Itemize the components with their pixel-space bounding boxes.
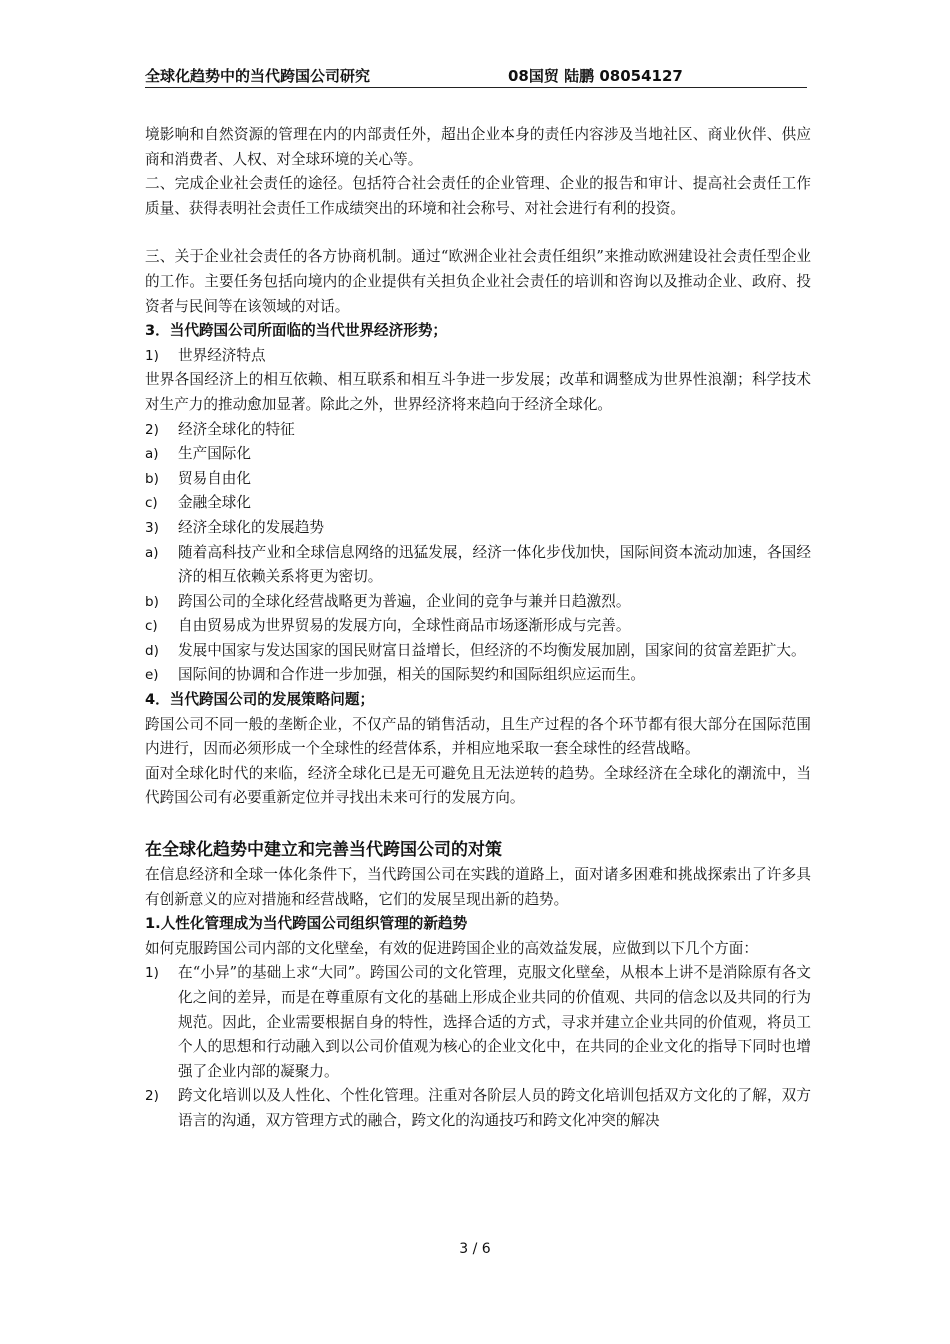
paragraph-world-economy: 世界各国经济上的相互依赖、相互联系和相互斗争进一步发展；改革和调整成为世界性浪潮；科学技术对生产力的推动愈加显著。除此之外，世界经济将来趋向于经济全球化。 bbox=[145, 371, 811, 413]
list-marker: b) bbox=[145, 593, 159, 610]
list-marker: 1) bbox=[145, 965, 159, 982]
list-marker: 2) bbox=[145, 421, 159, 438]
list-text: 生产国际化 bbox=[178, 445, 251, 463]
list-marker: a) bbox=[145, 446, 159, 463]
list-text: 金融全球化 bbox=[178, 494, 251, 512]
page-number: 3 / 6 bbox=[459, 1241, 491, 1257]
list-text: 跨国公司的全球化经营战略更为普遍，企业间的竞争与兼并日趋激烈。 bbox=[178, 592, 631, 610]
main-heading: 在全球化趋势中建立和完善当代跨国公司的对策 bbox=[145, 840, 502, 861]
section3-heading: 3．当代跨国公司所面临的当代世界经济形势； bbox=[145, 322, 448, 340]
list-item bbox=[145, 418, 811, 443]
subsection1-heading: 1.人性化管理成为当代跨国公司组织管理的新趋势 bbox=[145, 915, 468, 933]
list-marker: c) bbox=[145, 495, 158, 512]
list-marker: c) bbox=[145, 618, 158, 635]
list-marker: a) bbox=[145, 544, 159, 561]
list-item bbox=[145, 1084, 811, 1133]
list-marker: 1) bbox=[145, 347, 159, 364]
list-item bbox=[145, 516, 811, 541]
list-item bbox=[145, 639, 811, 664]
list-item bbox=[145, 541, 811, 590]
list-text: 经济全球化的发展趋势 bbox=[178, 518, 324, 536]
list-item bbox=[145, 491, 811, 516]
list-text: 经济全球化的特征 bbox=[178, 420, 295, 438]
list-marker: d) bbox=[145, 642, 159, 659]
list-item bbox=[145, 442, 811, 467]
paragraph-three: 三、关于企业社会责任的各方协商机制。通过“欧洲企业社会责任组织”来推动欧洲建设社会责任型企业的工作。主要任务包括向境内的企业提供有关担负企业社会责任的培训和咨询以及推动企业、政府、投资者与民间等在该领域的对话。 bbox=[145, 248, 811, 315]
paragraph-two: 二、完成企业社会责任的途径。包括符合社会责任的企业管理、企业的报告和审计、提高社会责任工作质量、获得表明社会责任工作成绩突出的环境和社会称号、对社会进行有利的投资。 bbox=[145, 175, 811, 217]
list-text: 自由贸易成为世界贸易的发展方向，全球性商品市场逐渐形成与完善。 bbox=[178, 617, 631, 635]
list-text: 随着高科技产业和全球信息网络的迅猛发展，经济一体化步伐加快，国际间资本流动加速，各国经济的相互依赖关系将更为密切。 bbox=[178, 543, 811, 586]
paragraph-globalization: 面对全球化时代的来临，经济全球化已是无可避免且无法逆转的趋势。全球经济在全球化的潮流中，当代跨国公司有必要重新定位并寻找出未来可行的发展方向。 bbox=[145, 764, 811, 807]
page-header bbox=[145, 65, 807, 88]
list-item bbox=[145, 961, 811, 1084]
list-marker: 3) bbox=[145, 519, 159, 536]
list-item bbox=[145, 614, 811, 639]
list-text: 国际间的协调和合作进一步加强，相关的国际契约和国际组织应运而生。 bbox=[178, 666, 646, 684]
list-item bbox=[145, 344, 811, 369]
list-item bbox=[145, 663, 811, 688]
header-author: 08国贸 陆鹏 08054127 bbox=[508, 67, 683, 85]
paragraph-intro: 境影响和自然资源的管理在内的内部责任外，超出企业本身的责任内容涉及当地社区、商业伙伴、供应商和消费者、人权、对全球环境的关心等。 bbox=[145, 126, 811, 168]
document-body bbox=[145, 123, 811, 1134]
list-text: 在“小异”的基础上求“大同”。跨国公司的文化管理，克服文化壁垒，从根本上讲不是消除原有各文化之间的差异，而是在尊重原有文化的基础上形成企业共同的价值观、共同的信念以及共同的行为规范。因此，企业需要根据自身的特性，选择合适的方式，寻求并建立企业共同的价值观，将员工个人的思想和行动融入到以公司价值观为核心的企业文化中，在共同的企业文化的指导下同时也增强了企业内部的凝聚力。 bbox=[178, 964, 811, 1080]
list-text: 跨文化培训以及人性化、个性化管理。注重对各阶层人员的跨文化培训包括双方文化的了解，双方语言的沟通，双方管理方式的融合，跨文化的沟通技巧和跨文化冲突的解决 bbox=[178, 1087, 811, 1129]
list-item bbox=[145, 590, 811, 615]
section4-heading: 4．当代跨国公司的发展策略问题； bbox=[145, 691, 375, 709]
paragraph-strategy: 跨国公司不同一般的垄断企业，不仅产品的销售活动，且生产过程的各个环节都有很大部分在国际范围内进行，因而必须形成一个全球性的经营体系，并相应地采取一套全球性的经营战略。 bbox=[145, 715, 811, 758]
list-marker: b) bbox=[145, 470, 159, 487]
list-text: 世界经济特点 bbox=[178, 346, 266, 364]
paragraph-main-intro: 在信息经济和全球一体化条件下，当代跨国公司在实践的道路上，面对诸多困难和挑战探索出了许多具有创新意义的应对措施和经营战略，它们的发展呈现出新的趋势。 bbox=[145, 866, 811, 908]
header-title: 全球化趋势中的当代跨国公司研究 bbox=[145, 67, 371, 85]
list-marker: 2) bbox=[145, 1088, 159, 1105]
blank-line bbox=[145, 221, 811, 245]
list-item bbox=[145, 467, 811, 492]
list-text: 贸易自由化 bbox=[178, 469, 251, 487]
blank-line bbox=[145, 811, 811, 837]
paragraph-sub1: 如何克服跨国公司内部的文化壁垒，有效的促进跨国企业的高效益发展，应做到以下几个方面： bbox=[145, 939, 758, 957]
list-marker: e) bbox=[145, 667, 159, 684]
list-text: 发展中国家与发达国家的国民财富日益增长，但经济的不均衡发展加剧，国家间的贫富差距扩大。 bbox=[178, 641, 806, 659]
